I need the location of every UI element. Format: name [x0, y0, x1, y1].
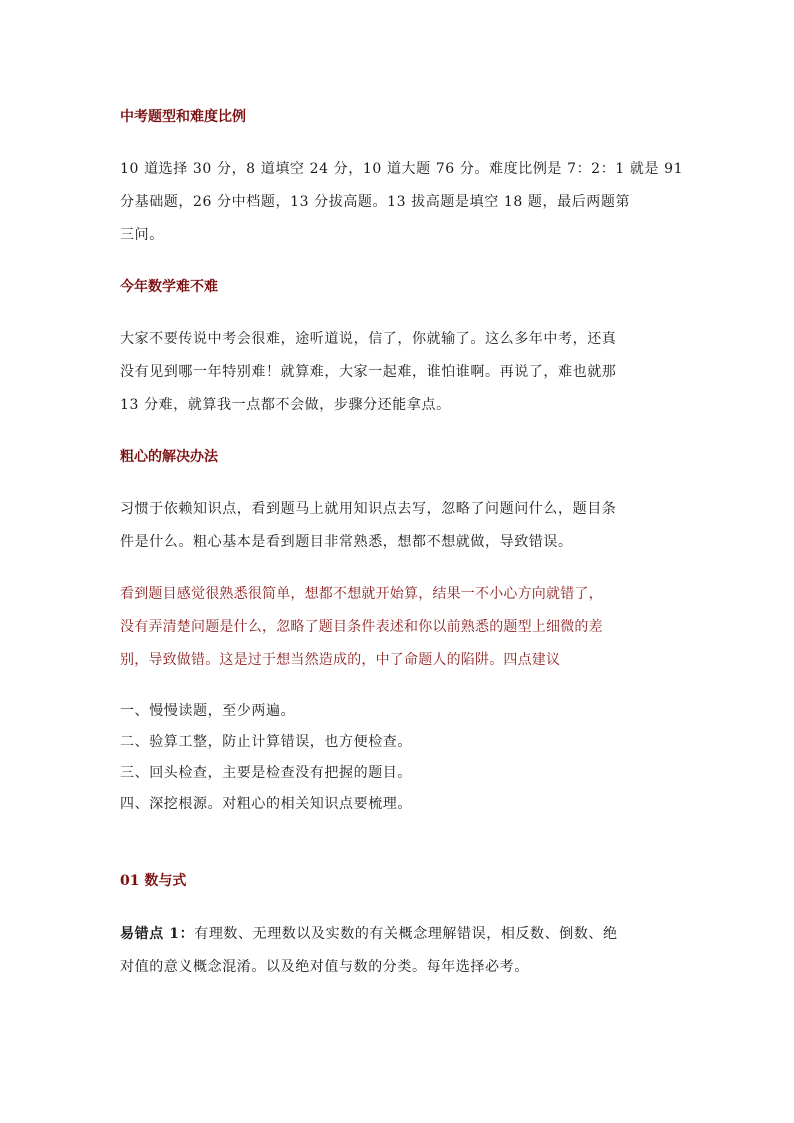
text-line: 分基础题，26 分中档题，13 分拔高题。13 拔高题是填空 18 题，最后两题第: [120, 194, 631, 210]
text-line: 10 道选择 30 分，8 道填空 24 分，10 道大题 76 分。难度比例是 7：2：1 就是 91: [120, 161, 684, 177]
paragraph-carelessness-1: [120, 493, 685, 559]
list-item: 四、深挖根源。对粗心的相关知识点要梳理。: [120, 796, 412, 812]
paragraph-error-point-1: [120, 918, 685, 984]
section-heading-numbers-and-expressions: 01 数与式: [120, 873, 187, 889]
list-item: 一、慢慢读题，至少两遍。: [120, 703, 296, 719]
paragraph-exam-structure: [120, 153, 685, 252]
text-line: [120, 918, 685, 951]
error-point-text: 有理数、无理数以及实数的有关概念理解错误，相反数、倒数、绝: [194, 926, 618, 942]
text-line: 三问。: [120, 227, 164, 243]
list-item: 三、回头检查，主要是检查没有把握的题目。: [120, 765, 412, 781]
section-heading-difficulty: 今年数学难不难: [120, 279, 218, 295]
text-line: 别，导致做错。这是过于想当然造成的，中了命题人的陷阱。四点建议: [120, 652, 561, 668]
section-heading-carelessness: 粗心的解决办法: [120, 449, 218, 465]
text-line: 大家不要传说中考会很难，途听道说，信了，你就输了。这么多年中考，还真: [120, 331, 617, 347]
text-line: 对值的意义概念混淆。以及绝对值与数的分类。每年选择必考。: [120, 959, 529, 975]
text-line: 看到题目感觉很熟悉很简单，想都不想就开始算，结果一不小心方向就错了，: [120, 586, 603, 602]
text-line: 没有见到哪一年特别难！就算难，大家一起难，谁怕谁啊。再说了，难也就那: [120, 364, 617, 380]
text-line: 习惯于依赖知识点，看到题马上就用知识点去写，忽略了问题问什么，题目条: [120, 501, 617, 517]
section-heading-exam-structure: 中考题型和难度比例: [120, 109, 246, 125]
text-line: 没有弄清楚问题是什么，忽略了题目条件表述和你以前熟悉的题型上细微的差: [120, 619, 603, 635]
error-point-label: 易错点 1：: [120, 926, 195, 942]
text-line: 13 分难，就算我一点都不会做，步骤分还能拿点。: [120, 397, 451, 413]
paragraph-carelessness-2: [120, 578, 685, 677]
list-item: 二、验算工整，防止计算错误，也方便检查。: [120, 734, 412, 750]
paragraph-difficulty: [120, 323, 685, 422]
suggestion-list: [120, 696, 685, 820]
text-line: 件是什么。粗心基本是看到题目非常熟悉，想都不想就做，导致错误。: [120, 534, 573, 550]
